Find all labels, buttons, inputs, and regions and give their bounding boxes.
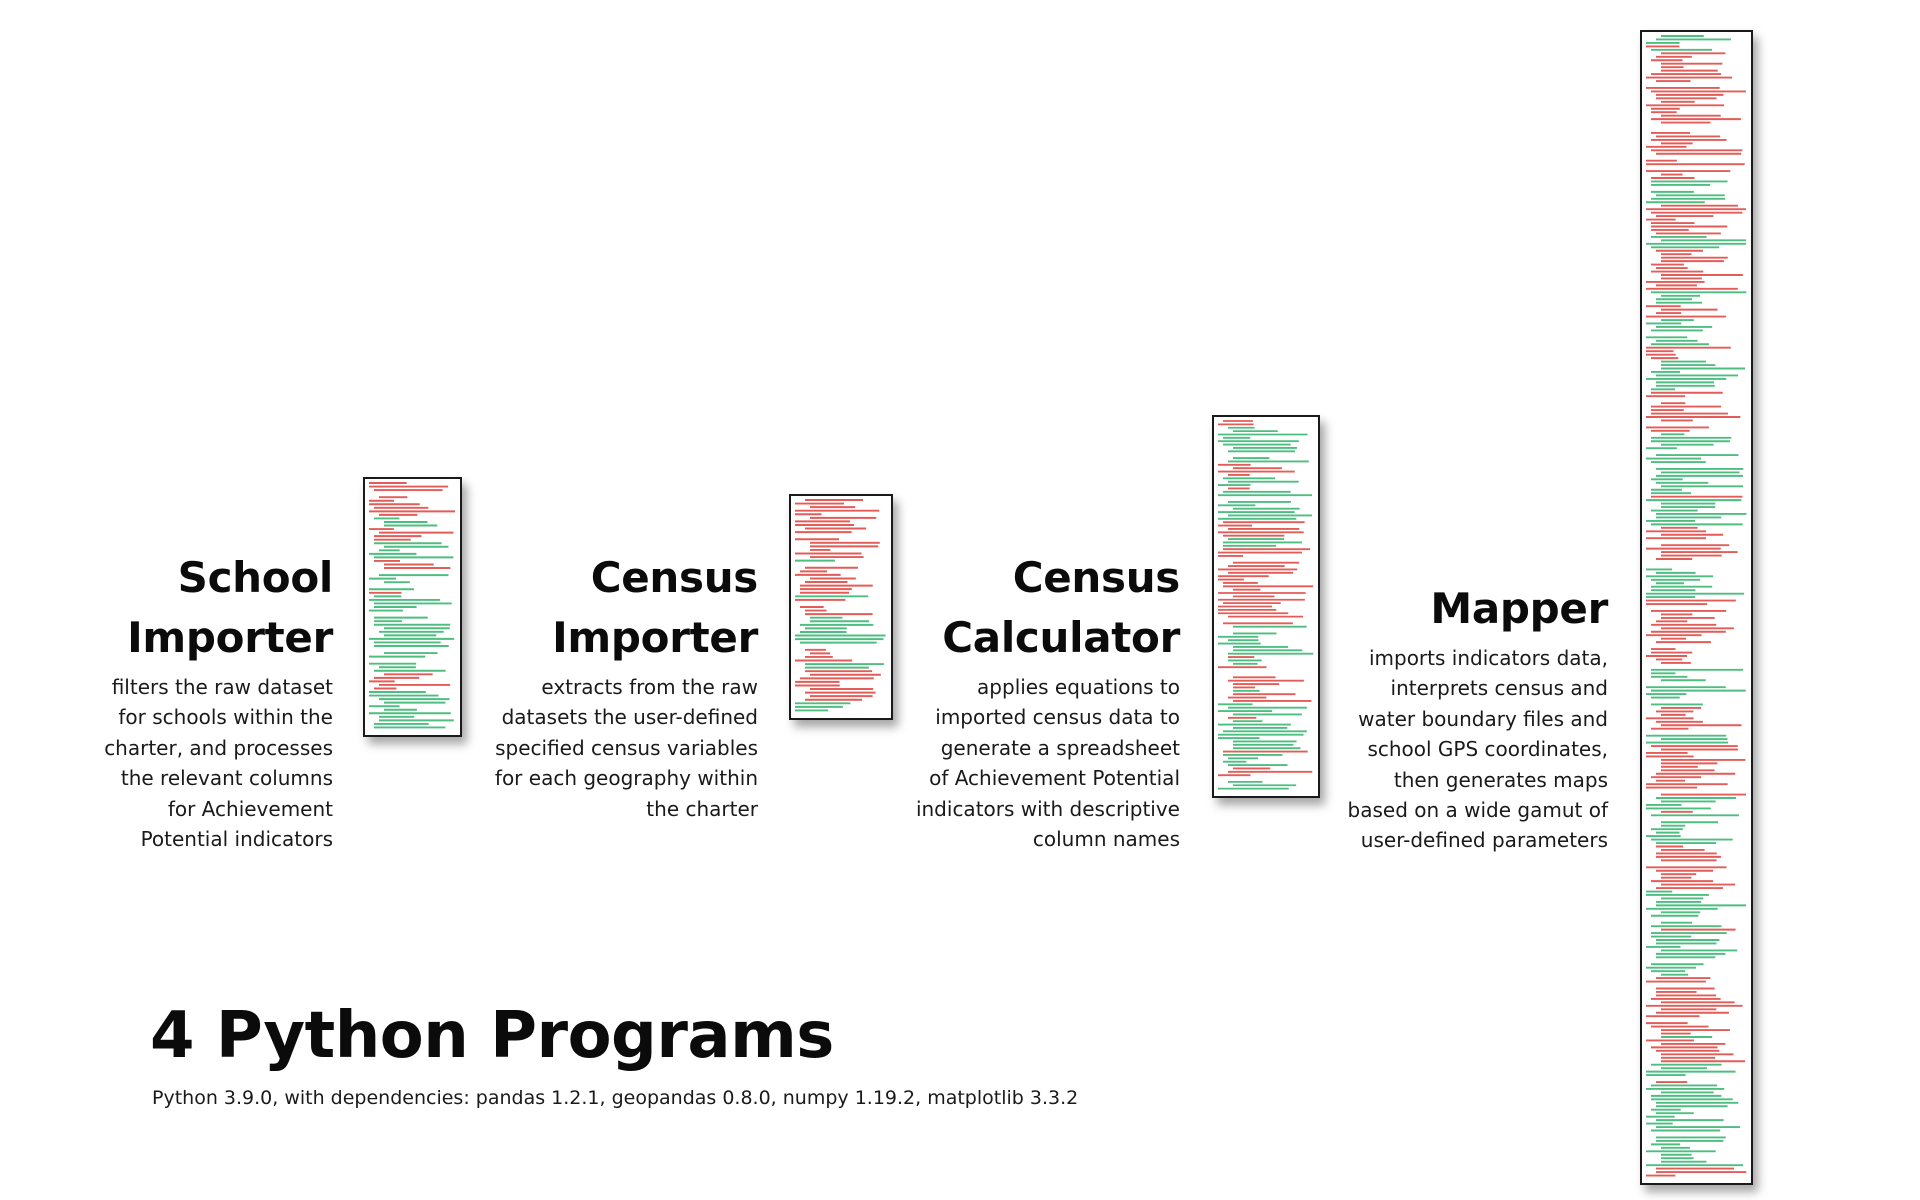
- description-line: then generates maps: [1393, 767, 1608, 792]
- description-line: the charter: [646, 796, 758, 821]
- program-title: [1268, 579, 1608, 639]
- description-line: applies equations to: [977, 675, 1180, 699]
- description-line: charter, and processes: [104, 735, 333, 760]
- description-line: generate a spreadsheet: [940, 735, 1180, 760]
- program-title: [438, 548, 758, 668]
- program-title-line2: Importer: [127, 613, 333, 662]
- description-line: extracts from the raw: [541, 675, 758, 699]
- program-description: [840, 672, 1180, 854]
- description-line: based on a wide gamut of: [1347, 798, 1608, 823]
- program-school-importer: [13, 548, 333, 854]
- description-line: datasets the user-defined: [501, 705, 758, 730]
- program-census-importer: [438, 548, 758, 824]
- program-description: [438, 672, 758, 824]
- description-line: for schools within the: [118, 705, 333, 730]
- program-title-line1: Census: [1012, 553, 1180, 602]
- description-line: imported census data to: [935, 705, 1180, 730]
- program-title-line2: Calculator: [942, 613, 1180, 662]
- description-line: Potential indicators: [140, 827, 333, 852]
- dependencies-text: Python 3.9.0, with dependencies: pandas 1.2.1, geopandas 0.8.0, numpy 1.19.2, matplotlib 3.3.2: [152, 1087, 1079, 1109]
- page-title: 4 Python Programs: [150, 999, 834, 1073]
- program-title-line1: School: [177, 553, 333, 602]
- description-line: specified census variables: [495, 735, 758, 760]
- program-title-line1: Census: [590, 553, 758, 602]
- description-line: water boundary files and: [1358, 706, 1608, 731]
- program-census-calculator: [840, 548, 1180, 854]
- description-line: interprets census and: [1390, 676, 1608, 701]
- program-title: [840, 548, 1180, 668]
- program-description: [1268, 643, 1608, 856]
- program-title-line2: Importer: [552, 613, 758, 662]
- description-line: for Achievement: [167, 796, 333, 821]
- program-description: [13, 672, 333, 854]
- description-line: school GPS coordinates,: [1367, 737, 1608, 762]
- description-line: of Achievement Potential: [929, 766, 1180, 791]
- description-line: filters the raw dataset: [111, 675, 333, 699]
- description-line: for each geography within: [494, 766, 758, 791]
- code-lines-texture: [1642, 32, 1751, 1183]
- program-title-line2: Mapper: [1430, 584, 1608, 633]
- program-mapper: [1268, 579, 1608, 856]
- description-line: the relevant columns: [120, 766, 333, 791]
- description-line: indicators with descriptive: [915, 796, 1180, 821]
- description-line: imports indicators data,: [1368, 646, 1608, 670]
- description-line: user-defined parameters: [1360, 828, 1608, 853]
- description-line: column names: [1032, 827, 1180, 852]
- code-thumbnail-mapper: [1640, 30, 1753, 1185]
- program-title: [13, 548, 333, 668]
